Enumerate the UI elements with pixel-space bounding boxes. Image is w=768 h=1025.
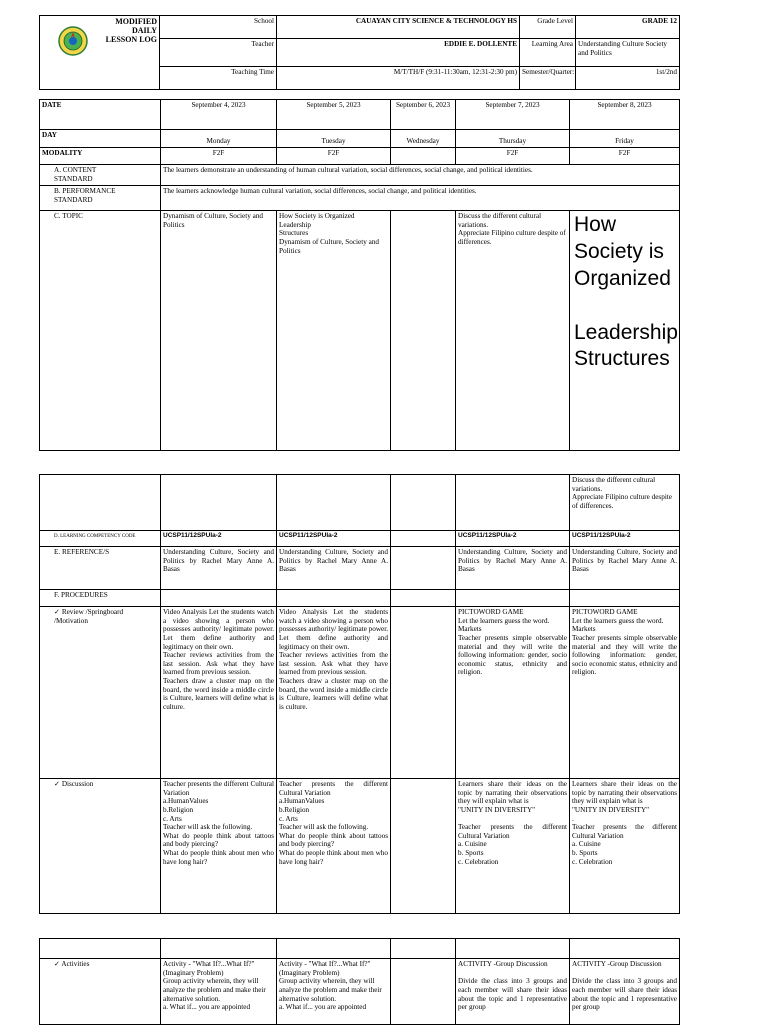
topic-friday: How Society is Organized Leadership Structures xyxy=(570,211,680,451)
activities-thursday: ACTIVITY -Group Discussion Divide the class into 3 groups and each member will share their ideas about the topic and 1 representative per group xyxy=(456,959,570,1025)
procedures-thursday xyxy=(456,590,570,607)
competency-monday: UCSP11/12SPUIa-2 xyxy=(161,531,277,547)
modality-label: MODALITY xyxy=(40,148,161,165)
date-friday: September 8, 2023 xyxy=(570,100,680,130)
references-tuesday: Understanding Culture, Society and Politics by Rachel Mary Anne A. Basas xyxy=(277,547,391,590)
lesson-table-3 xyxy=(39,938,680,1025)
activities-friday: ACTIVITY -Group Discussion Divide the class into 3 groups and each member will share their ideas about the topic and 1 representative per group xyxy=(570,959,680,1025)
competency-label: D. LEARNING COMPETENCY CODE xyxy=(40,531,161,547)
day-thursday: Thursday xyxy=(456,130,570,148)
discussion-wednesday xyxy=(391,779,456,914)
review-thursday: PICTOWORD GAME Let the learners guess the word. Markets Teacher presents simple observable material and they will write the following information: gender, socio economic status, ethnicity and religion. xyxy=(456,607,570,779)
continued-tuesday xyxy=(277,475,391,531)
competency-thursday: UCSP11/12SPUIa-2 xyxy=(456,531,570,547)
area-label: Learning Area xyxy=(520,39,576,67)
day-tuesday: Tuesday xyxy=(277,130,391,148)
grade-label: Grade Level xyxy=(520,16,576,39)
modality-thursday: F2F xyxy=(456,148,570,165)
references-label: E. REFERENCE/S xyxy=(40,547,161,590)
performance-standard-label: B. PERFORMANCE STANDARD xyxy=(40,186,161,211)
dll-title: MODIFIED DAILY LESSON LOG xyxy=(40,16,160,90)
grade-level: GRADE 12 xyxy=(576,16,680,39)
blank-tuesday xyxy=(277,939,391,959)
procedures-friday xyxy=(570,590,680,607)
content-standard-text: The learners demonstrate an understanding of human cultural variation, social differences, social change, and political identities. xyxy=(161,165,680,186)
procedures-wednesday xyxy=(391,590,456,607)
review-label: ✓ Review /Springboard /Motivation xyxy=(40,607,161,779)
modality-tuesday: F2F xyxy=(277,148,391,165)
teacher-label: Teacher xyxy=(160,39,277,67)
discussion-monday: Teacher presents the different Cultural Variation a.HumanValues b.Religion c. Arts Teacher will ask the following. What do people think about tattoos and body piercing? What do people think about men who have long hair? xyxy=(161,779,277,914)
discussion-friday: Learners share their ideas on the topic by narrating their observations they will explain what is "UNITY IN DIVERSITY" . Teacher presents the different Cultural Variation a. Cuisine b. Sports c. Celebration xyxy=(570,779,680,914)
day-monday: Monday xyxy=(161,130,277,148)
review-tuesday: Video Analysis Let the students watch a video showing a person who possesses authority/ legitimate power. Let them define authority and legitimacy on their own. Teacher reviews activities from the last session. Ask what they have learned from previous session. Teachers draw a cluster map on the board, the word inside a middle circle is Culture, learners will define what is culture. xyxy=(277,607,391,779)
date-tuesday: September 5, 2023 xyxy=(277,100,391,130)
continued-label xyxy=(40,475,161,531)
header-table xyxy=(39,15,680,90)
procedures-tuesday xyxy=(277,590,391,607)
performance-standard-text: The learners acknowledge human cultural variation, social differences, social change, and political identities. xyxy=(161,186,680,211)
teaching-time: M/T/TH/F (9:31-11:30am, 12:31-2:30 pm) xyxy=(277,67,520,90)
procedures-label: F. PROCEDURES xyxy=(40,590,161,607)
continued-wednesday xyxy=(391,475,456,531)
blank-friday xyxy=(570,939,680,959)
blank-wednesday xyxy=(391,939,456,959)
competency-wednesday xyxy=(391,531,456,547)
school-label: School xyxy=(160,16,277,39)
topic-wednesday xyxy=(391,211,456,451)
date-label: DATE xyxy=(40,100,161,130)
references-wednesday xyxy=(391,547,456,590)
review-monday: Video Analysis Let the students watch a video showing a person who possesses authority/ legitimate power. Let them define authority and legitimacy on their own. Teacher reviews activities from the last session. Ask what they have learned from previous session. Teachers draw a cluster map on the board, the word inside a middle circle is Culture, learners will define what is culture. xyxy=(161,607,277,779)
topic-thursday: Discuss the different cultural variations. Appreciate Filipino culture despite of differences. xyxy=(456,211,570,451)
time-label: Teaching Time xyxy=(160,67,277,90)
continued-thursday xyxy=(456,475,570,531)
day-label: DAY xyxy=(40,130,161,148)
semester-label: Semester/Quarter: xyxy=(520,67,576,90)
date-thursday: September 7, 2023 xyxy=(456,100,570,130)
date-wednesday: September 6, 2023 xyxy=(391,100,456,130)
activities-tuesday: Activity - "What If?...What If?" (Imaginary Problem) Group activity wherein, they will analyze the problem and make their alternative solution. a. What if... you are appointed xyxy=(277,959,391,1025)
discussion-thursday: Learners share their ideas on the topic by narrating their observations they will explain what is "UNITY IN DIVERSITY" Teacher presents the different Cultural Variation a. Cuisine b. Sports c. Celebration xyxy=(456,779,570,914)
competency-tuesday: UCSP11/12SPUIa-2 xyxy=(277,531,391,547)
review-wednesday xyxy=(391,607,456,779)
discussion-label: ✓ Discussion xyxy=(40,779,161,914)
activities-label: ✓ Activities xyxy=(40,959,161,1025)
competency-friday: UCSP11/12SPUIa-2 xyxy=(570,531,680,547)
day-friday: Friday xyxy=(570,130,680,148)
blank-label xyxy=(40,939,161,959)
review-friday: PICTOWORD GAME Let the learners guess the word. Markets Teacher presents simple observable material and they will write the following information: gender, socio economic status, ethnicity and religion. xyxy=(570,607,680,779)
date-monday: September 4, 2023 xyxy=(161,100,277,130)
lesson-table-1 xyxy=(39,99,680,451)
topic-monday: Dynamism of Culture, Society and Politics xyxy=(161,211,277,451)
modality-friday: F2F xyxy=(570,148,680,165)
content-standard-label: A. CONTENT STANDARD xyxy=(40,165,161,186)
lesson-table-2 xyxy=(39,474,680,914)
continued-topic-friday: Discuss the different cultural variations. Appreciate Filipino culture despite of differences. xyxy=(570,475,680,531)
semester-value: 1st/2nd xyxy=(576,67,680,90)
references-friday: Understanding Culture, Society and Politics by Rachel Mary Anne A. Basas xyxy=(570,547,680,590)
modality-monday: F2F xyxy=(161,148,277,165)
learning-area: Understanding Culture Society and Politics xyxy=(576,39,680,67)
continued-monday xyxy=(161,475,277,531)
day-wednesday: Wednesday xyxy=(391,130,456,148)
school-name: CAUAYAN CITY SCIENCE & TECHNOLOGY HS xyxy=(277,16,520,39)
topic-tuesday: How Society is Organized Leadership Structures Dynamism of Culture, Society and Politics xyxy=(277,211,391,451)
activities-monday: Activity - "What If?...What If?" (Imaginary Problem) Group activity wherein, they will analyze the problem and make their alternative solution. a. What if... you are appointed xyxy=(161,959,277,1025)
blank-thursday xyxy=(456,939,570,959)
references-monday: Understanding Culture, Society and Politics by Rachel Mary Anne A. Basas xyxy=(161,547,277,590)
activities-wednesday xyxy=(391,959,456,1025)
topic-label: C. TOPIC xyxy=(40,211,161,451)
procedures-monday xyxy=(161,590,277,607)
teacher-name: EDDIE E. DOLLENTE xyxy=(277,39,520,67)
discussion-tuesday: Teacher presents the different Cultural Variation a.HumanValues b.Religion c. Arts Teacher will ask the following. What do people think about tattoos and body piercing? What do people think about men who have long hair? xyxy=(277,779,391,914)
modality-wednesday xyxy=(391,148,456,165)
references-thursday: Understanding Culture, Society and Politics by Rachel Mary Anne A. Basas xyxy=(456,547,570,590)
blank-monday xyxy=(161,939,277,959)
